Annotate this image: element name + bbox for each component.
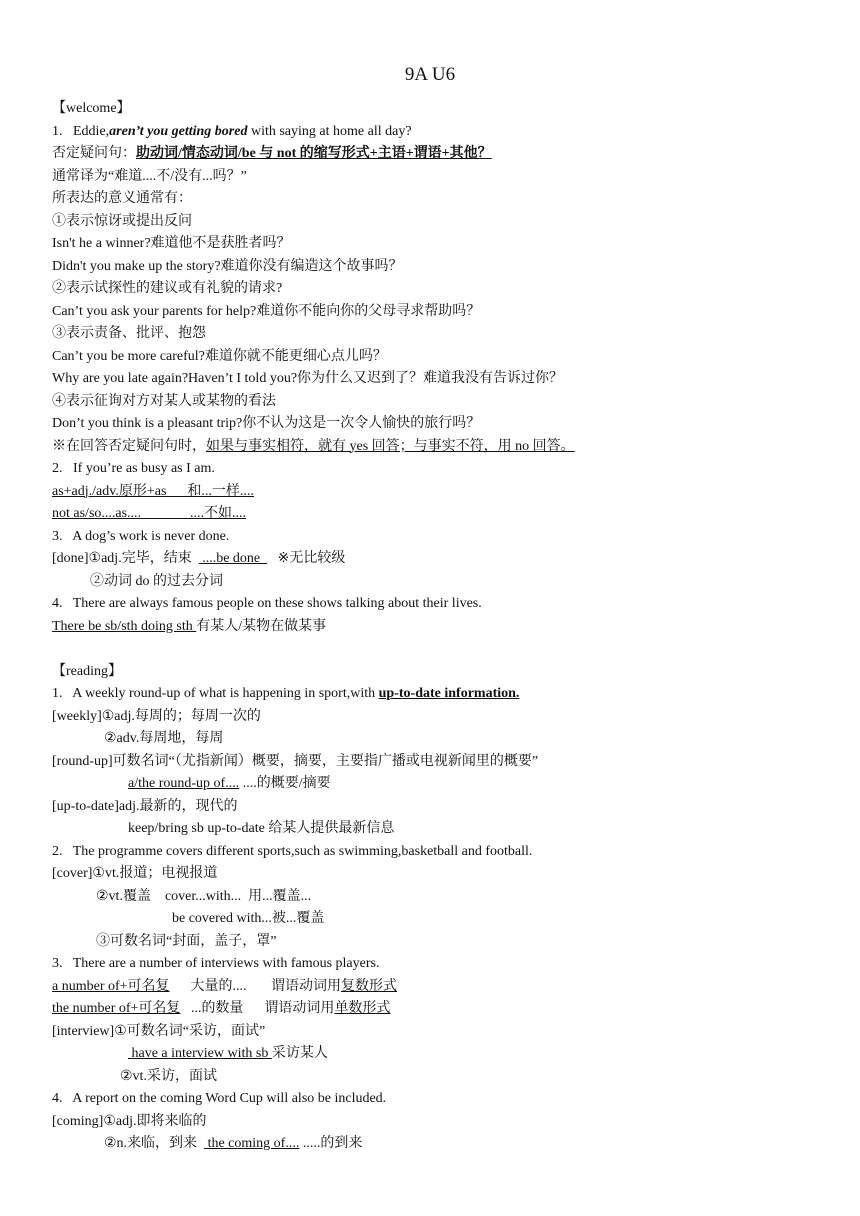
example-2: Didn't you make up the story?难道你没有编造这个故事吗？ (52, 258, 403, 274)
rule-label: 否定疑问句： (52, 146, 136, 161)
underlined-phrase: a/the round-up of.... (128, 776, 240, 791)
text: ...的数量 谓语动词用 (180, 1001, 335, 1016)
text: 采访某人 (271, 1046, 328, 1061)
underlined-phrase: ....be done (198, 551, 268, 566)
item-number: 1. (52, 123, 63, 139)
cover-definition-1: [cover]①vt.报道；电视报道 (52, 866, 218, 881)
uptodate-definition: [up-to-date]adj.最新的，现代的 (52, 798, 238, 814)
translation-note: 通常译为“难道....不/没有...吗？” (52, 168, 247, 184)
coming-definition-1: [coming]①adj.即将来临的 (52, 1113, 207, 1129)
cover-definition-3: ③可数名词“封面，盖子，罩” (96, 933, 277, 949)
answer-note (52, 436, 832, 459)
example-6: Don’t you think is a pleasant trip?你不认为这是一次令人愉快的旅行吗？ (52, 416, 481, 431)
roundup-example (52, 773, 832, 796)
rule-formula: 助动词/情态动词/be 与 not 的缩写形式+主语+谓语+其他？ (136, 146, 492, 161)
text: 1. A weekly round-up of what is happening in sport,with (52, 686, 379, 701)
reading-item-1 (52, 683, 832, 706)
text: .....的到来 (299, 1136, 363, 1151)
underlined-phrase: a number of+可名复 (52, 978, 170, 994)
underlined-phrase: 复数形式 (341, 978, 398, 994)
text: with saying at home all day? (247, 123, 412, 139)
reading-item-4: 4. A report on the coming Word Cup will also be included. (52, 1091, 387, 1106)
meaning-1: ①表示惊讶或提出反问 (52, 213, 192, 229)
neg-question-rule (52, 143, 832, 166)
interview-definition-1: [interview]①可数名词“采访，面试” (52, 1023, 266, 1039)
interview-definition-2: ②vt.采访，面试 (120, 1068, 217, 1084)
number-rule-2 (52, 998, 832, 1021)
meaning-3: ③表示责备、批评、抱怨 (52, 326, 206, 341)
meaning-2: ②表示试探性的建议或有礼貌的请求? (52, 281, 283, 296)
text: Eddie, (73, 123, 110, 139)
done-definition-1 (52, 548, 832, 571)
reading-item-2: 2. The programme covers different sports,such as swimming,basketball and football. (52, 843, 533, 859)
reading-item-3: 3. There are a number of interviews with famous players. (52, 956, 380, 971)
bold-phrase: aren’t you getting bored (109, 123, 248, 139)
as-rule-1: as+adj./adv.原形+as 和...一样.... (52, 483, 254, 499)
welcome-item-3: 3. A dog’s work is never done. (52, 528, 230, 544)
welcome-item-4: 4. There are always famous people on these shows talking about their lives. (52, 596, 482, 611)
meaning-intro: 所表达的意义通常有： (52, 191, 192, 206)
roundup-definition: [round-up]可数名词“（尤指新闻）概要，摘要，主要指广播或电视新闻里的概要” (52, 753, 539, 769)
number-rule-1 (52, 976, 832, 999)
underlined-phrase: 单数形式 (334, 1001, 391, 1016)
section-header-reading: 【reading】 (52, 663, 122, 679)
welcome-item-1 (52, 121, 832, 144)
meaning-4: ④表示征询对方对某人或某物的看法 (52, 393, 276, 409)
weekly-definition-1: [weekly]①adj.每周的；每周一次的 (52, 708, 261, 724)
document-body (52, 98, 832, 1156)
text: 有某人/某物在做某事 (196, 618, 327, 634)
interview-example (52, 1043, 832, 1066)
example-4: Can’t you be more careful?难道你就不能更细心点儿吗？ (52, 348, 387, 364)
example-3: Can’t you ask your parents for help?难道你不能向你的父母寻求帮助吗？ (52, 303, 481, 319)
spacer (52, 638, 832, 661)
page-title: 9A U6 (404, 64, 456, 85)
underlined-phrase: the coming of.... (204, 1136, 300, 1151)
example-1: Isn't he a winner?难道他不是获胜者吗？ (52, 236, 291, 251)
coming-definition-2 (52, 1133, 832, 1156)
note-prefix: ※在回答否定疑问句时， (52, 438, 206, 454)
text: ②n.来临，到来 (104, 1136, 205, 1151)
section-header-welcome: 【welcome】 (52, 101, 131, 116)
cover-definition-2b: be covered with...被...覆盖 (172, 911, 325, 926)
there-be-rule (52, 616, 832, 639)
as-rule-2: not as/so....as.... ....不如.... (52, 506, 247, 521)
done-definition-2: ②动词 do 的过去分词 (90, 573, 223, 589)
cover-definition-2: ②vt.覆盖 cover...with... 用...覆盖... (96, 888, 312, 904)
uptodate-example: keep/bring sb up-to-date 给某人提供最新信息 (128, 821, 395, 836)
bold-underlined-phrase: up-to-date information. (378, 686, 520, 701)
text: [done]①adj.完毕，结束 (52, 551, 199, 566)
example-5: Why are you late again?Haven’t I told you?你为什么又迟到了？难道我没有告诉过你？ (52, 371, 564, 386)
underlined-phrase: have a interview with sb (128, 1046, 272, 1061)
text: ....的概要/摘要 (239, 776, 331, 791)
welcome-item-2: 2. If you’re as busy as I am. (52, 461, 215, 476)
text: ※无比较级 (267, 551, 346, 566)
underlined-phrase: the number of+可名复 (52, 1001, 181, 1016)
text: 大量的.... 谓语动词用 (169, 978, 342, 994)
underlined-phrase: There be sb/sth doing sth (52, 618, 197, 634)
note-underlined: 如果与事实相符，就有 yes 回答；与事实不符，用 no 回答。 (206, 438, 575, 454)
weekly-definition-2: ②adv.每周地，每周 (104, 731, 224, 746)
